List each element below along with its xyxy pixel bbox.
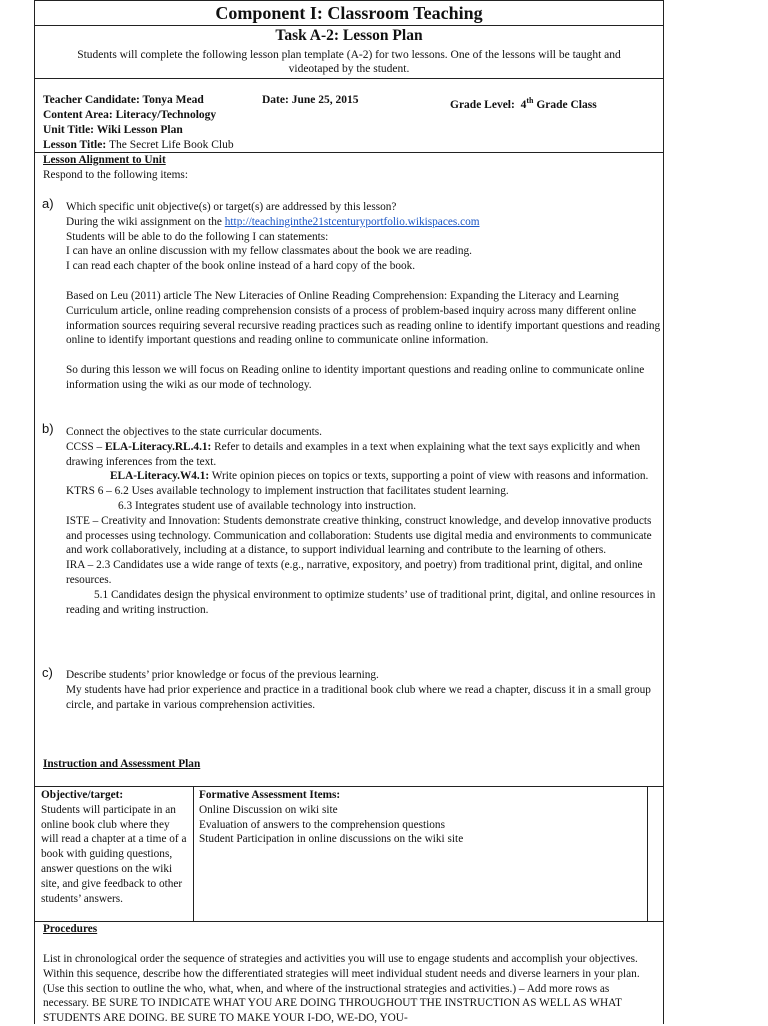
procedures-text: List in chronological order the sequence of strategies and activities you will use to engage students and accomplish your objectives. Within this sequence, describe how the differentiated strategies will meet individual student needs and diverse learners in your plan. (Use this section to outline the who, what, when, and where of the instructional strategies and activities.) – Add more rows as necessary. BE SURE TO INDICATE WHAT YOU ARE DOING THROUGHOUT THE INSTRUCTION AS WELL AS WHAT STUDENTS ARE DOING. BE SURE TO MAKE YOUR I-DO, WE-DO, YOU-	[43, 953, 640, 1025]
wiki-line: During the wiki assignment on the http://teachinginthe21stcenturyportfolio.wikispaces.com	[66, 215, 480, 228]
grade-level: Grade Level: 4th Grade Class	[450, 96, 597, 111]
item-c-question: Describe students’ prior knowledge or focus of the previous learning.	[66, 669, 379, 681]
title-divider	[35, 25, 663, 26]
intro-text: Students will complete the following lesson plan template (A-2) for two lessons. One of the lessons will be taught and videotaped by the student.	[77, 49, 621, 75]
procedures-heading: Procedures	[43, 923, 98, 935]
objective-label: Objective/target:	[41, 789, 124, 801]
intro-divider	[35, 78, 663, 79]
alignment-heading: Lesson Alignment to Unit	[43, 154, 166, 166]
content-area: Content Area: Literacy/Technology	[43, 109, 217, 121]
lesson-date: Date: June 25, 2015	[262, 94, 359, 106]
objective-text: Students will participate in an online book club where they will read a chapter at a time of a book with guiding questions, answer questions on the wiki site, and give feedback to other students’ answers.	[41, 803, 187, 905]
ican-line: I can read each chapter of the book online instead of a hard copy of the book.	[66, 260, 416, 273]
item-c-answer: My students have had prior experience and practice in a traditional book club where we read a chapter, discuss it in a small group circle, and partake in various comprehension activities.	[66, 683, 651, 711]
unit-title: Unit Title: Wiki Lesson Plan	[43, 124, 183, 136]
focus-paragraph: So during this lesson we will focus on Reading online to identity important questions and reading online to communicate online information using the wiki as our mode of technology.	[66, 364, 645, 391]
ira-sub-standard: 5.1 Candidates design the physical environment to optimize students’ use of traditional print, digital, and online resources in reading and writing instruction.	[66, 588, 656, 616]
item-a-marker: a)	[42, 196, 54, 211]
ccss-standard: CCSS – ELA-Literacy.RL.4.1: Refer to details and examples in a text when explaining what the text says explicitly and when drawing inferences from the text.	[66, 440, 641, 468]
instruction-heading: Instruction and Assessment Plan	[43, 758, 201, 770]
procedures-divider	[35, 921, 663, 922]
item-b-marker: b)	[42, 421, 54, 436]
ican-line: Students will be able to do the following I can statements:	[66, 230, 329, 243]
item-c-content	[66, 668, 661, 712]
item-b-content	[66, 425, 661, 617]
top-border	[35, 0, 663, 1]
w41-standard: ELA-Literacy.W4.1: Write opinion pieces on topics or texts, supporting a point of view with reasons and information.	[110, 470, 649, 483]
item-a-content	[66, 200, 661, 393]
formative-item: Student Participation in online discussions on the wiki site	[199, 833, 464, 846]
ican-line: I can have an online discussion with my fellow classmates about the book we are reading.	[66, 245, 472, 258]
ktrs-sub-standard: 6.3 Integrates student use of available technology into instruction.	[118, 499, 417, 512]
objective-column-divider	[193, 786, 194, 921]
lesson-title: Lesson Title: The Secret Life Book Club	[43, 139, 234, 151]
ktrs-standard: KTRS 6 – 6.2 Uses available technology to implement instruction that facilitates student learning.	[66, 485, 509, 498]
objective-cell	[41, 788, 189, 906]
table-inner-border	[647, 786, 648, 921]
teacher-candidate: Teacher Candidate: Tonya Mead	[43, 94, 204, 106]
formative-cell	[199, 788, 639, 847]
formative-item: Online Discussion on wiki site	[199, 803, 338, 816]
wiki-link[interactable]: http://teachinginthe21stcenturyportfolio.wikispaces.com	[224, 215, 480, 228]
formative-label: Formative Assessment Items:	[199, 789, 341, 801]
leu-paragraph: Based on Leu (2011) article The New Literacies of Online Reading Comprehension: Expanding the Literacy and Learning Curriculum article, online reading comprehension consists of a process of problem-based inquiry across many different online information sources requiring several recursive reading practices such as reading online to identify important questions and reading online to identify important questions and reading online to communicate online information.	[66, 289, 661, 347]
lesson-plan-document	[34, 0, 664, 1024]
iste-standard: ISTE – Creativity and Innovation: Students demonstrate creative thinking, construct knowledge, and develop innovative products and processes using technology. Communication and collaboration: Students use digital media and environments to communicate and work collaboratively, including at a distance, to support individual learning and contribute to the learning of others.	[66, 514, 652, 557]
alignment-subheading: Respond to the following items:	[43, 169, 188, 181]
item-c-marker: c)	[42, 665, 53, 680]
item-b-question: Connect the objectives to the state curricular documents.	[66, 426, 322, 438]
component-title: Component I: Classroom Teaching	[215, 3, 483, 23]
ira-standard: IRA – 2.3 Candidates use a wide range of texts (e.g., narrative, expository, and poetry) from traditional print, digital, and online resources.	[66, 559, 643, 586]
formative-item: Evaluation of answers to the comprehension questions	[199, 818, 445, 831]
task-title: Task A-2: Lesson Plan	[275, 27, 423, 44]
item-a-question: Which specific unit objective(s) or target(s) are addressed by this lesson?	[66, 201, 397, 213]
instruction-divider	[35, 786, 663, 787]
